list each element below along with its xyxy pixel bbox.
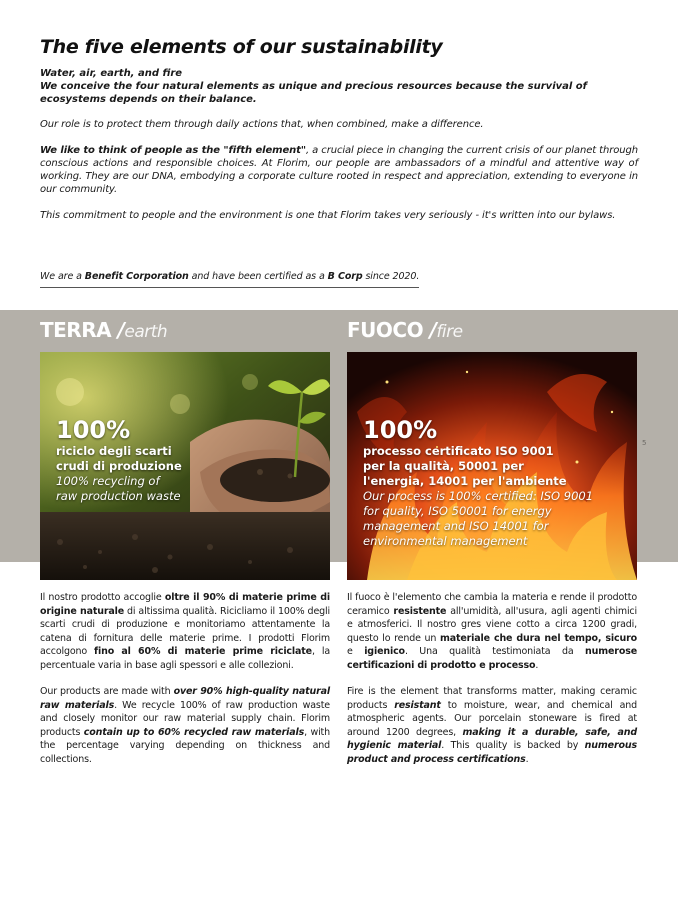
fire-overlay-it-3: l'energia, 14001 per l'ambiente (363, 474, 567, 488)
fire-en-b2: making it a durable, safe, and hygienic material (347, 726, 637, 751)
page-title: The five elements of our sustainability (40, 36, 443, 58)
fire-en-t1: Fire is the element that transforms matter, making ceramic products (347, 686, 637, 711)
fire-body (347, 591, 637, 766)
fire-en-b3: numerous product and process certifications (347, 740, 637, 765)
intro-section (40, 36, 638, 222)
fire-it-b4: numerose certificazioni di prodotto e processo (347, 646, 637, 671)
subtitle-elements: Water, air, earth, and fire (40, 68, 183, 79)
fire-overlay-it-1: processo certificato ISO 9001 (363, 444, 554, 458)
fifth-element-text: , a crucial piece in changing the current crisis of our planet through conscious actions and responsible choices. At Florim, our people are ambassadors of a mindful and attentive way of working. They are our DNA, embodying a corporate culture rooted in respect and appreciation, extending to everyone in our community. (40, 145, 638, 195)
earth-en-t3: , with the percentage varying depending on thickness and collections. (40, 726, 331, 765)
fifth-element-highlight: We like to think of people as the "fifth element" (40, 145, 306, 156)
earth-en-b1: over 90% high-quality natural raw materials (40, 686, 330, 711)
bcorp-text-a: We are a (40, 271, 85, 282)
bcorp-text-e: since 2020. (362, 271, 420, 282)
fifth-element-paragraph (40, 144, 638, 196)
fire-photo (347, 352, 637, 580)
fire-overlay-en-4: environmental management (363, 534, 528, 548)
earth-overlay-en-1: 100% recycling of (56, 474, 160, 488)
bcorp-text-c: and have been certified as a (188, 271, 328, 282)
earth-paragraph-en (40, 685, 330, 766)
earth-overlay-it-1: riciclo degli scarti (56, 444, 172, 458)
earth-overlay (56, 416, 322, 504)
fire-it-t2: all'umidità, all'usura, agli agenti chimici e atmosferici. Il nostro gres viene cotto a circa 1200 gradi, questo lo rende un (347, 605, 637, 644)
earth-overlay-percent: 100% (56, 416, 131, 444)
fire-it-t3: e (347, 646, 365, 657)
fire-heading (347, 318, 463, 342)
earth-it-b2: fino al 60% di materie prime riciclate (94, 646, 312, 657)
fire-heading-it: FUOCO (347, 318, 424, 342)
earth-heading-sep: / (117, 318, 125, 342)
earth-en-t2: . We recycle 100% of raw production waste and closely monitor our raw material supply chain. Florim products (40, 699, 330, 738)
bcorp-note (40, 264, 419, 288)
earth-it-b1: oltre il 90% di materie prime di origine naturale (40, 592, 331, 617)
bcorp-bcorp: B Corp (327, 271, 363, 282)
fire-overlay (363, 416, 629, 549)
earth-it-t1: Il nostro prodotto accoglie (40, 592, 165, 603)
fire-it-b1: resistente (393, 605, 447, 617)
fire-overlay-en-1: Our process is 100% certified: ISO 9001 (363, 489, 594, 503)
fire-en-t2: to moisture, wear, and chemical and atmospheric agents. Our porcelain stoneware is fired at around 1200 degrees, (347, 699, 637, 738)
earth-paragraph-it (40, 591, 330, 672)
earth-overlay-en-2: raw production waste (56, 489, 181, 503)
bcorp-benefit-corp: Benefit Corporation (84, 271, 189, 282)
fire-heading-en: fire (436, 322, 463, 342)
bcorp-line (40, 270, 419, 288)
fire-overlay-en-3: management and ISO 14001 for (363, 519, 549, 533)
role-paragraph: Our role is to protect them through daily actions that, when combined, make a difference. (40, 119, 484, 130)
fire-heading-sep: / (429, 318, 437, 342)
earth-overlay-it-2: crudi di produzione (56, 459, 182, 473)
fire-paragraph-it (347, 591, 637, 672)
earth-it-t2: di altissima qualità. Ricicliamo il 100% degli scarti crudi di produzione e monitoriamo attentamente la catena di fornitura delle materie prime. I prodotti Florim accolgono (40, 605, 330, 657)
earth-heading-en: earth (124, 322, 168, 342)
fire-en-t3: . This quality is backed by (441, 740, 585, 751)
fire-paragraph-en (347, 685, 637, 766)
fire-it-b3: igienico (364, 646, 405, 657)
earth-en-t1: Our products are made with (40, 686, 174, 697)
fire-overlay-en-2: for quality, ISO 50001 for energy (363, 504, 552, 518)
subtitle-statement: We conceive the four natural elements as unique and precious resources because the survival of ecosystems depends on their balance. (40, 81, 588, 105)
earth-heading (40, 318, 167, 342)
fire-it-t1: Il fuoco è l'elemento che cambia la materia e rende il prodotto ceramico (347, 592, 637, 617)
page-number: 5 (642, 439, 647, 447)
fire-overlay-it-2: per la qualità, 50001 per (363, 459, 524, 473)
earth-photo (40, 352, 330, 580)
earth-heading-it: TERRA (40, 318, 112, 342)
commitment-paragraph: This commitment to people and the environment is one that Florim takes very seriously - it's written into our bylaws. (40, 210, 616, 221)
earth-it-t3: , la percentuale varia in base agli spessori e alle collezioni. (40, 646, 330, 671)
fire-overlay-percent: 100% (363, 416, 438, 444)
fire-it-b2: materiale che dura nel tempo, sicuro (439, 632, 637, 644)
fire-en-b1: resistant (394, 699, 441, 711)
earth-body (40, 591, 330, 766)
fire-it-t5: . (535, 659, 539, 671)
fire-en-t4: . (525, 753, 529, 765)
earth-en-b2: contain up to 60% recycled raw materials (83, 726, 305, 738)
fire-it-t4: . Una qualità testimoniata da (404, 646, 586, 657)
page-subtitle (40, 67, 638, 106)
